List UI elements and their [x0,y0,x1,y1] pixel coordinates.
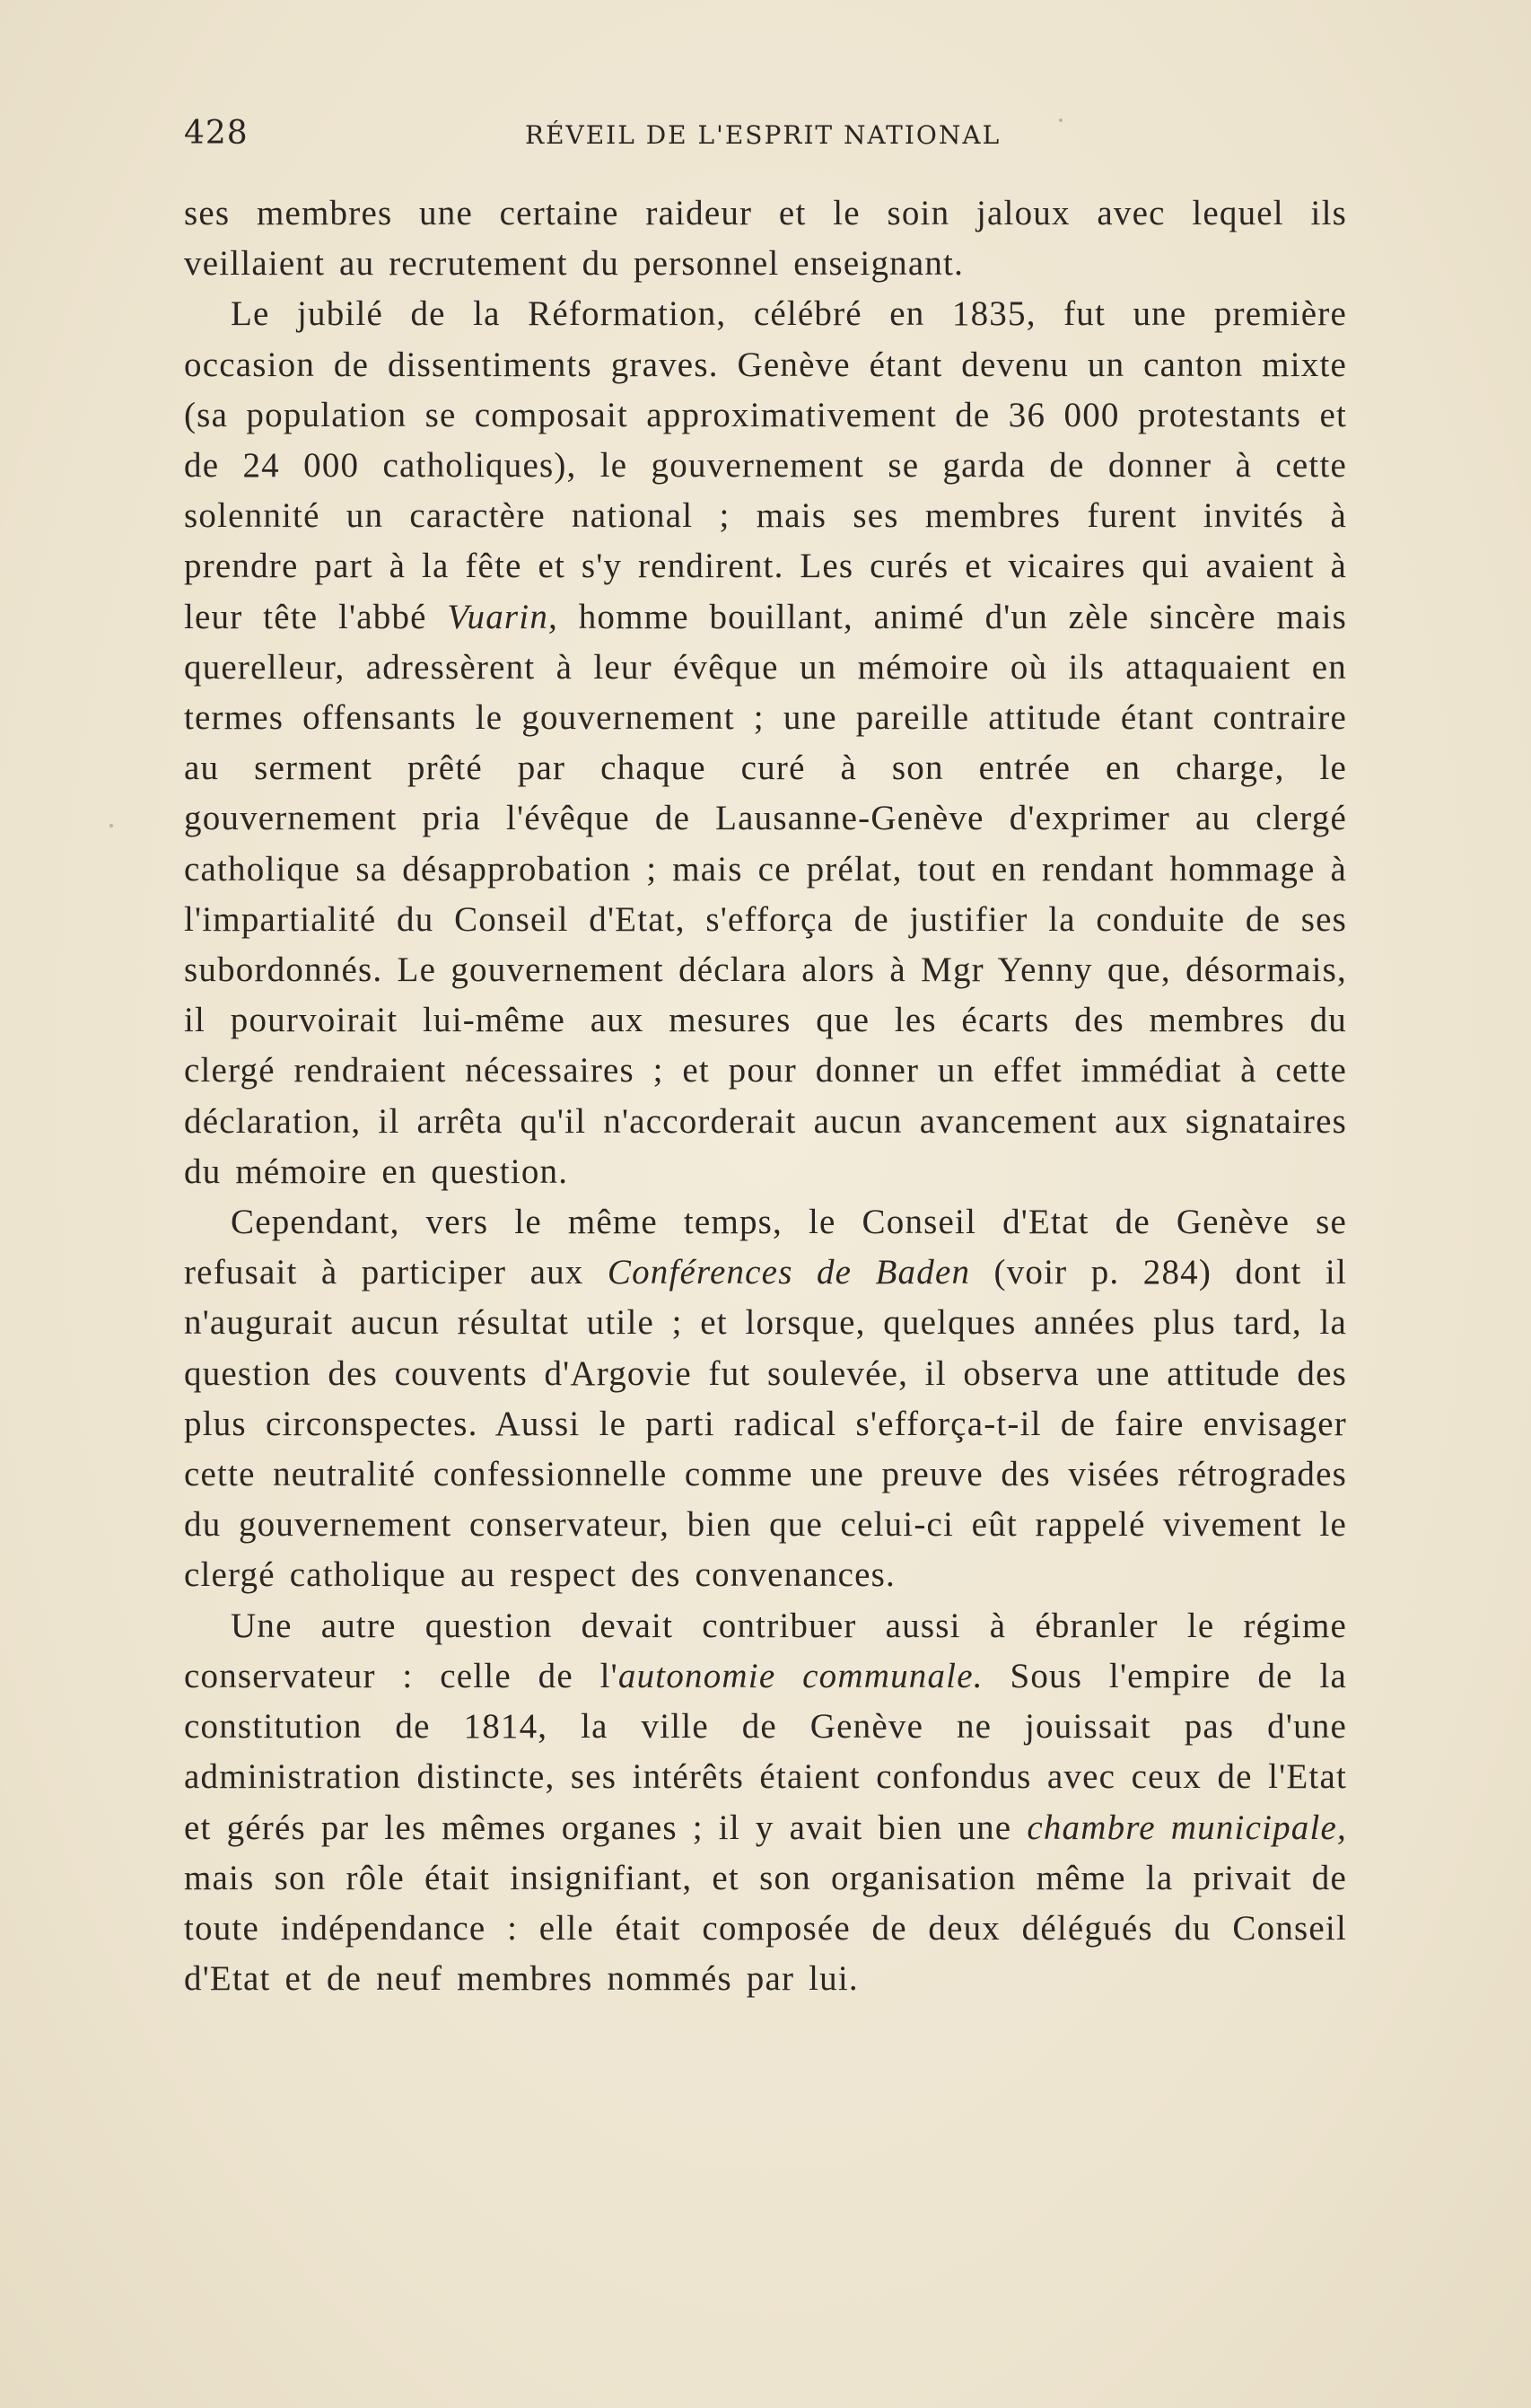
paragraph-1 [184,188,1347,289]
italic-conferences-de-baden: Conférences de Baden [607,1253,971,1292]
italic-autonomie-communale: autonomie communale. [617,1656,984,1695]
paragraph-4-text-a: Une autre question devait contribuer aussi à ébranler le régime conservateur : celle de l' [184,1606,1347,1695]
page-header [184,115,1351,160]
body-text [184,188,1347,2004]
paragraph-4-text-c: mais son rôle était insignifiant, et son organisation même la privait de toute indépendance : elle était composée de deux délégués du Conseil d'Etat et de neuf membres nommés par lui. [184,1858,1347,1999]
paragraph-2-text-b: homme bouillant, animé d'un zèle sincère mais querelleur, adressèrent à leur évêque un mémoire où ils attaquaient en termes offensants le gouvernement ; une pareille attitude étant contraire au serment prêté par chaque curé à son entrée en charge, le gouvernement pria l'évêque de Lausanne-Genève d'exprimer au clergé catholique sa désapprobation ; mais ce prélat, tout en rendant hommage à l'impartialité du Conseil d'Etat, s'efforça de justifier la conduite de ses subordonnés. Le gouvernement déclara alors à Mgr Yenny que, désormais, il pourvoirait lui-même aux mesures que les écarts des membres du clergé rendraient nécessaires ; et pour donner un effet immédiat à cette déclaration, il arrêta qu'il n'accorderait aucun avancement aux signataires du mémoire en question. [184,597,1347,1191]
page-number: 428 [184,115,249,152]
paragraph-4 [184,1601,1347,2005]
paragraph-1-text: ses membres une certaine raideur et le soin jaloux avec lequel ils veillaient au recrutement du personnel enseignant. [184,194,1347,284]
paragraph-2-text-a: Le jubilé de la Réformation, célébré en 1835, fut une première occasion de dissentiments graves. Genève étant devenu un canton mixte (sa population se composait approximativement de 36 000 protestants et de 24 000 catholiques), le gouvernement se garda de donner à cette solennité un caractère national ; mais ses membres furent invités à prendre part à la fête et s'y rendirent. Les curés et vicaires qui avaient à leur tête l'abbé [184,294,1347,636]
running-title: RÉVEIL DE L'ESPRIT NATIONAL [525,120,1002,150]
paragraph-3-text-b: (voir p. 284) dont il n'augurait aucun résultat utile ; et lorsque, quelques années plus tard, la question des couvents d'Argovie fut soulevée, il observa une attitude des plus circonspectes. Aussi le parti radical s'efforça-t-il de faire envisager cette neutralité confessionnelle comme une preuve des visées rétrogrades du gouvernement conservateur, bien que celui-ci eût rappelé vivement le clergé catholique au respect des convenances. [184,1253,1347,1595]
paper-speck [1059,118,1063,122]
paragraph-3 [184,1197,1347,1601]
paragraph-3-text-a: Cependant, vers le même temps, le Conseil d'Etat de Genève se refusait à participer aux [184,1203,1347,1292]
paragraph-2 [184,289,1347,1197]
italic-name-vuarin: Vuarin, [447,597,558,636]
paper-speck [109,824,113,827]
italic-chambre-municipale: chambre municipale, [1027,1808,1348,1847]
paragraph-4-text-b: Sous l'empire de la constitution de 1814, la ville de Genève ne jouissait pas d'une administration distincte, ses intérêts étaient confondus avec ceux de l'Etat et gérés par les mêmes organes ; il y avait bien une [184,1656,1347,1847]
